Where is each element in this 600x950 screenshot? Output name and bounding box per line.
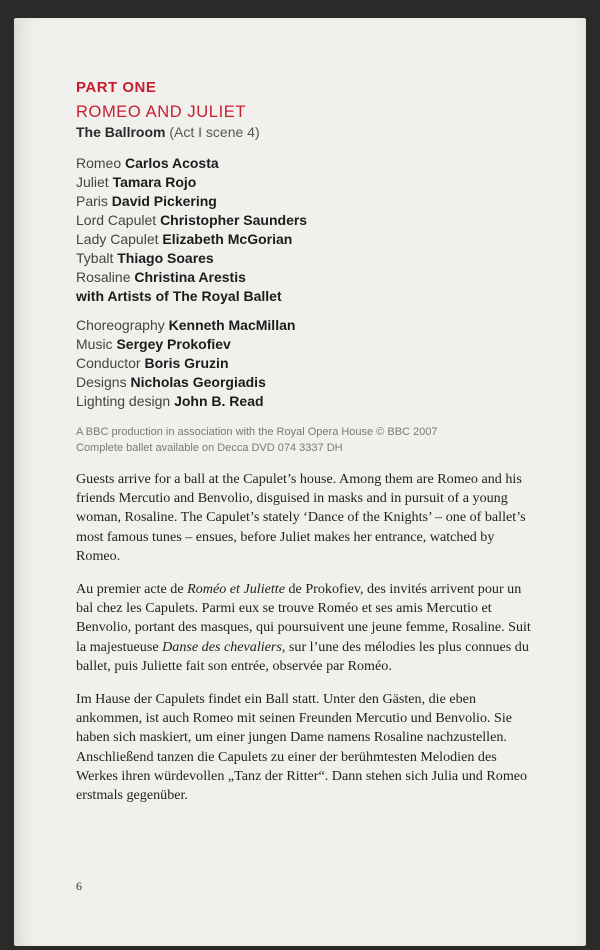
cast-item: Tybalt Thiago Soares: [76, 250, 214, 266]
artists-line: with Artists of The Royal Ballet: [76, 288, 282, 304]
cast-item: Paris David Pickering: [76, 193, 217, 209]
work-title: ROMEO AND JULIET: [76, 103, 247, 121]
cast-item: Romeo Carlos Acosta: [76, 155, 219, 171]
page-number: 6: [76, 879, 82, 893]
scene-name: The Ballroom: [76, 124, 166, 140]
cast-item: Lady Capulet Elizabeth McGorian: [76, 231, 293, 247]
booklet-page: [14, 18, 586, 946]
cast-item: Juliet Tamara Rojo: [76, 174, 197, 190]
crew-item: Conductor Boris Gruzin: [76, 355, 229, 371]
credit-line: A BBC production in association with the Royal Opera House © BBC 2007: [76, 426, 438, 438]
cast-item: Lord Capulet Christopher Saunders: [76, 212, 308, 228]
scene-line: [76, 123, 536, 142]
part-heading: PART ONE: [76, 79, 157, 96]
scene-detail: (Act I scene 4): [169, 124, 260, 140]
crew-item: Music Sergey Prokofiev: [76, 336, 231, 352]
crew-item: Designs Nicholas Georgiadis: [76, 374, 266, 390]
synopsis-french: Au premier acte de Roméo et Juliette de Prokofiev, des invités arrivent pour un bal chez les Capulets. Parmi eux se trouve Roméo et ses amis Mercutio et Benvolio, portant des masques, qui poursuivent une jeune femme, Rosaline. Suit la majestueuse Danse des chevaliers, sur l’une des mélodies les plus connues du ballet, puis Juliette fait son entrée, observée par Roméo.: [76, 581, 531, 674]
crew-item: Choreography Kenneth MacMillan: [76, 317, 296, 333]
production-credits: [76, 424, 536, 456]
synopsis-german: Im Hause der Capulets findet ein Ball statt. Unter den Gästen, die eben ankommen, ist auch Romeo mit seinen Freunden Mercutio und Benvolio. Sie haben sich maskiert, um einer jungen Dame namens Rosaline nachzustellen. Anschließend tanzen die Capulets zu einer der berühmtesten Melodien des Werkes ihren würdevollen „Tanz der Ritter“. Dann stehen sich Julia und Romeo erstmals gegenüber.: [76, 691, 528, 804]
credit-line: Complete ballet available on Decca DVD 074 3337 DH: [76, 442, 343, 454]
crew-list: [76, 316, 536, 411]
cast-item: Rosaline Christina Arestis: [76, 269, 246, 285]
page-content: [76, 78, 536, 805]
synopsis-english: Guests arrive for a ball at the Capulet’s house. Among them are Romeo and his friends Mercutio and Benvolio, disguised in masks and in pursuit of a young woman, Rosaline. The Capulet’s stately ‘Dance of the Knights’ – one of ballet’s most famous tunes – ensues, before Juliet makes her entrance, watched by Romeo.: [76, 471, 526, 564]
crew-item: Lighting design John B. Read: [76, 393, 264, 409]
cast-list: [76, 154, 536, 306]
